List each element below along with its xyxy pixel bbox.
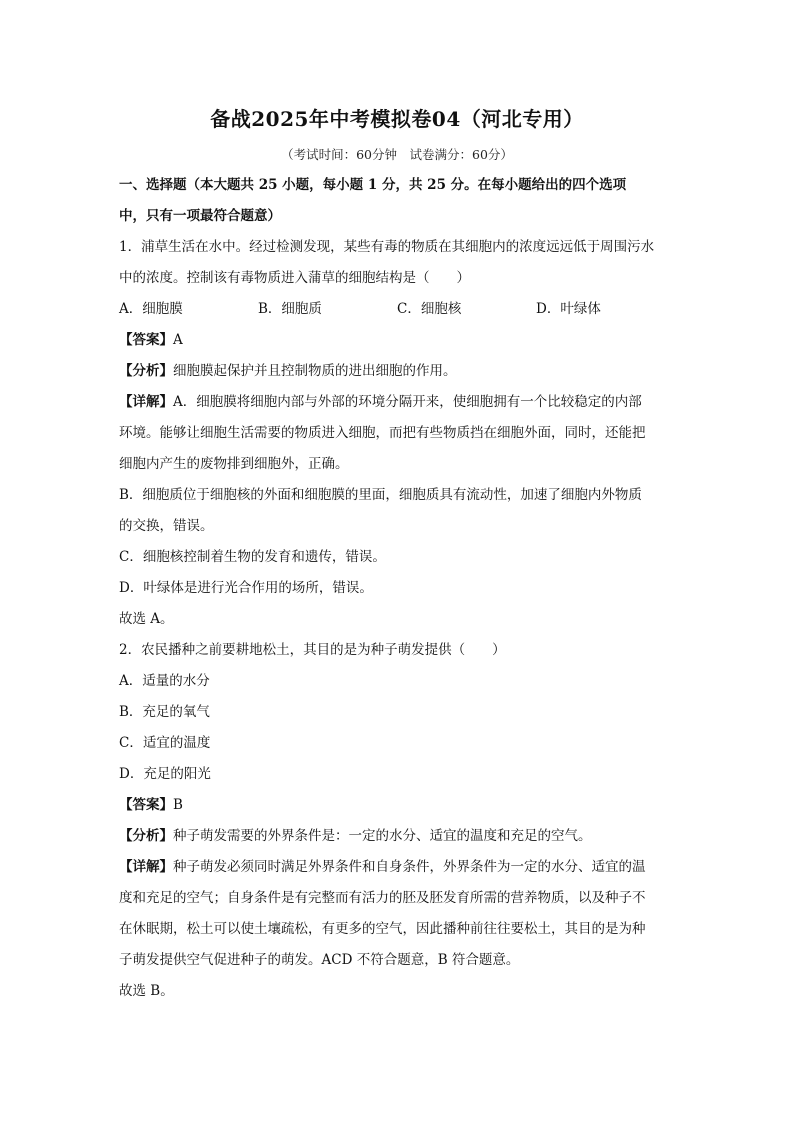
detail-line <box>119 387 679 418</box>
analysis-line <box>119 356 679 387</box>
detail-tag: 【详解】 <box>119 859 173 875</box>
detail-text: B．细胞质位于细胞核的外面和细胞膜的里面，细胞质具有流动性，加速了细胞内外物质 <box>119 487 642 503</box>
analysis-text: 种子萌发需要的外界条件是：一定的水分、适宜的温度和充足的空气。 <box>173 828 592 844</box>
detail-text: A．细胞膜将细胞内部与外部的环境分隔开来，使细胞拥有一个比较稳定的内部 <box>173 394 642 410</box>
conclusion: 故选 B。 <box>119 983 174 999</box>
detail-text: 的交换，错误。 <box>119 518 214 534</box>
answer-tag: 【答案】 <box>119 332 173 348</box>
answer-line <box>119 790 679 821</box>
question-stem: 2．农民播种之前要耕地松土，其目的是为种子萌发提供（ ） <box>119 642 506 658</box>
section-heading: 一、选择题（本大题共 25 小题，每小题 1 分，共 25 分。在每小题给出的四个选项 <box>119 177 627 193</box>
answer-line <box>119 325 679 356</box>
detail-line <box>119 852 679 883</box>
exam-info: （考试时间：60分钟 试卷满分：60分） <box>281 147 513 162</box>
detail-text: C．细胞核控制着生物的发育和遗传，错误。 <box>119 549 386 565</box>
question-2 <box>119 635 679 1007</box>
question-stem: 1．浦草生活在水中。经过检测发现，某些有毒的物质在其细胞内的浓度远远低于周围污水 <box>119 239 655 255</box>
question-stem-cont: 中的浓度。控制该有毒物质进入蒲草的细胞结构是（ ） <box>119 270 470 286</box>
option-c: C．适宜的温度 <box>119 735 211 751</box>
option-b: B．细胞质 <box>258 301 322 317</box>
answer-value: B <box>173 797 183 813</box>
page-title: 备战2025年中考模拟卷04（河北专用） <box>210 107 584 131</box>
answer-tag: 【答案】 <box>119 797 173 813</box>
option-d: D．充足的阳光 <box>119 766 211 782</box>
detail-text: 度和充足的空气；自身条件是有完整而有活力的胚及胚发育所需的营养物质，以及种子不 <box>119 890 646 906</box>
detail-text: 子萌发提供空气促进种子的萌发。ACD 不符合题意，B 符合题意。 <box>119 952 520 968</box>
analysis-tag: 【分析】 <box>119 828 173 844</box>
conclusion: 故选 A。 <box>119 611 174 627</box>
detail-text: 种子萌发必须同时满足外界条件和自身条件，外界条件为一定的水分、适宜的温 <box>173 859 646 875</box>
option-a: A．细胞膜 <box>119 301 183 317</box>
detail-text: D．叶绿体是进行光合作用的场所，错误。 <box>119 580 373 596</box>
section-heading-cont: 中，只有一项最符合题意） <box>119 208 281 224</box>
detail-tag: 【详解】 <box>119 394 173 410</box>
analysis-line <box>119 821 679 852</box>
detail-text: 环境。能够让细胞生活需要的物质进入细胞，而把有些物质挡在细胞外面，同时，还能把 <box>119 425 646 441</box>
document-body <box>119 170 679 1007</box>
option-b: B．充足的氧气 <box>119 704 210 720</box>
analysis-tag: 【分析】 <box>119 363 173 379</box>
analysis-text: 细胞膜起保护并且控制物质的进出细胞的作用。 <box>173 363 457 379</box>
question-options <box>119 294 679 325</box>
answer-value: A <box>173 332 183 348</box>
question-1 <box>119 232 679 635</box>
option-d: D．叶绿体 <box>536 301 601 317</box>
option-c: C．细胞核 <box>397 301 462 317</box>
detail-text: 细胞内产生的废物排到细胞外，正确。 <box>119 456 349 472</box>
detail-text: 在休眠期，松土可以使土壤疏松，有更多的空气，因此播种前往往要松土，其目的是为种 <box>119 921 646 937</box>
option-a: A．适量的水分 <box>119 673 210 689</box>
